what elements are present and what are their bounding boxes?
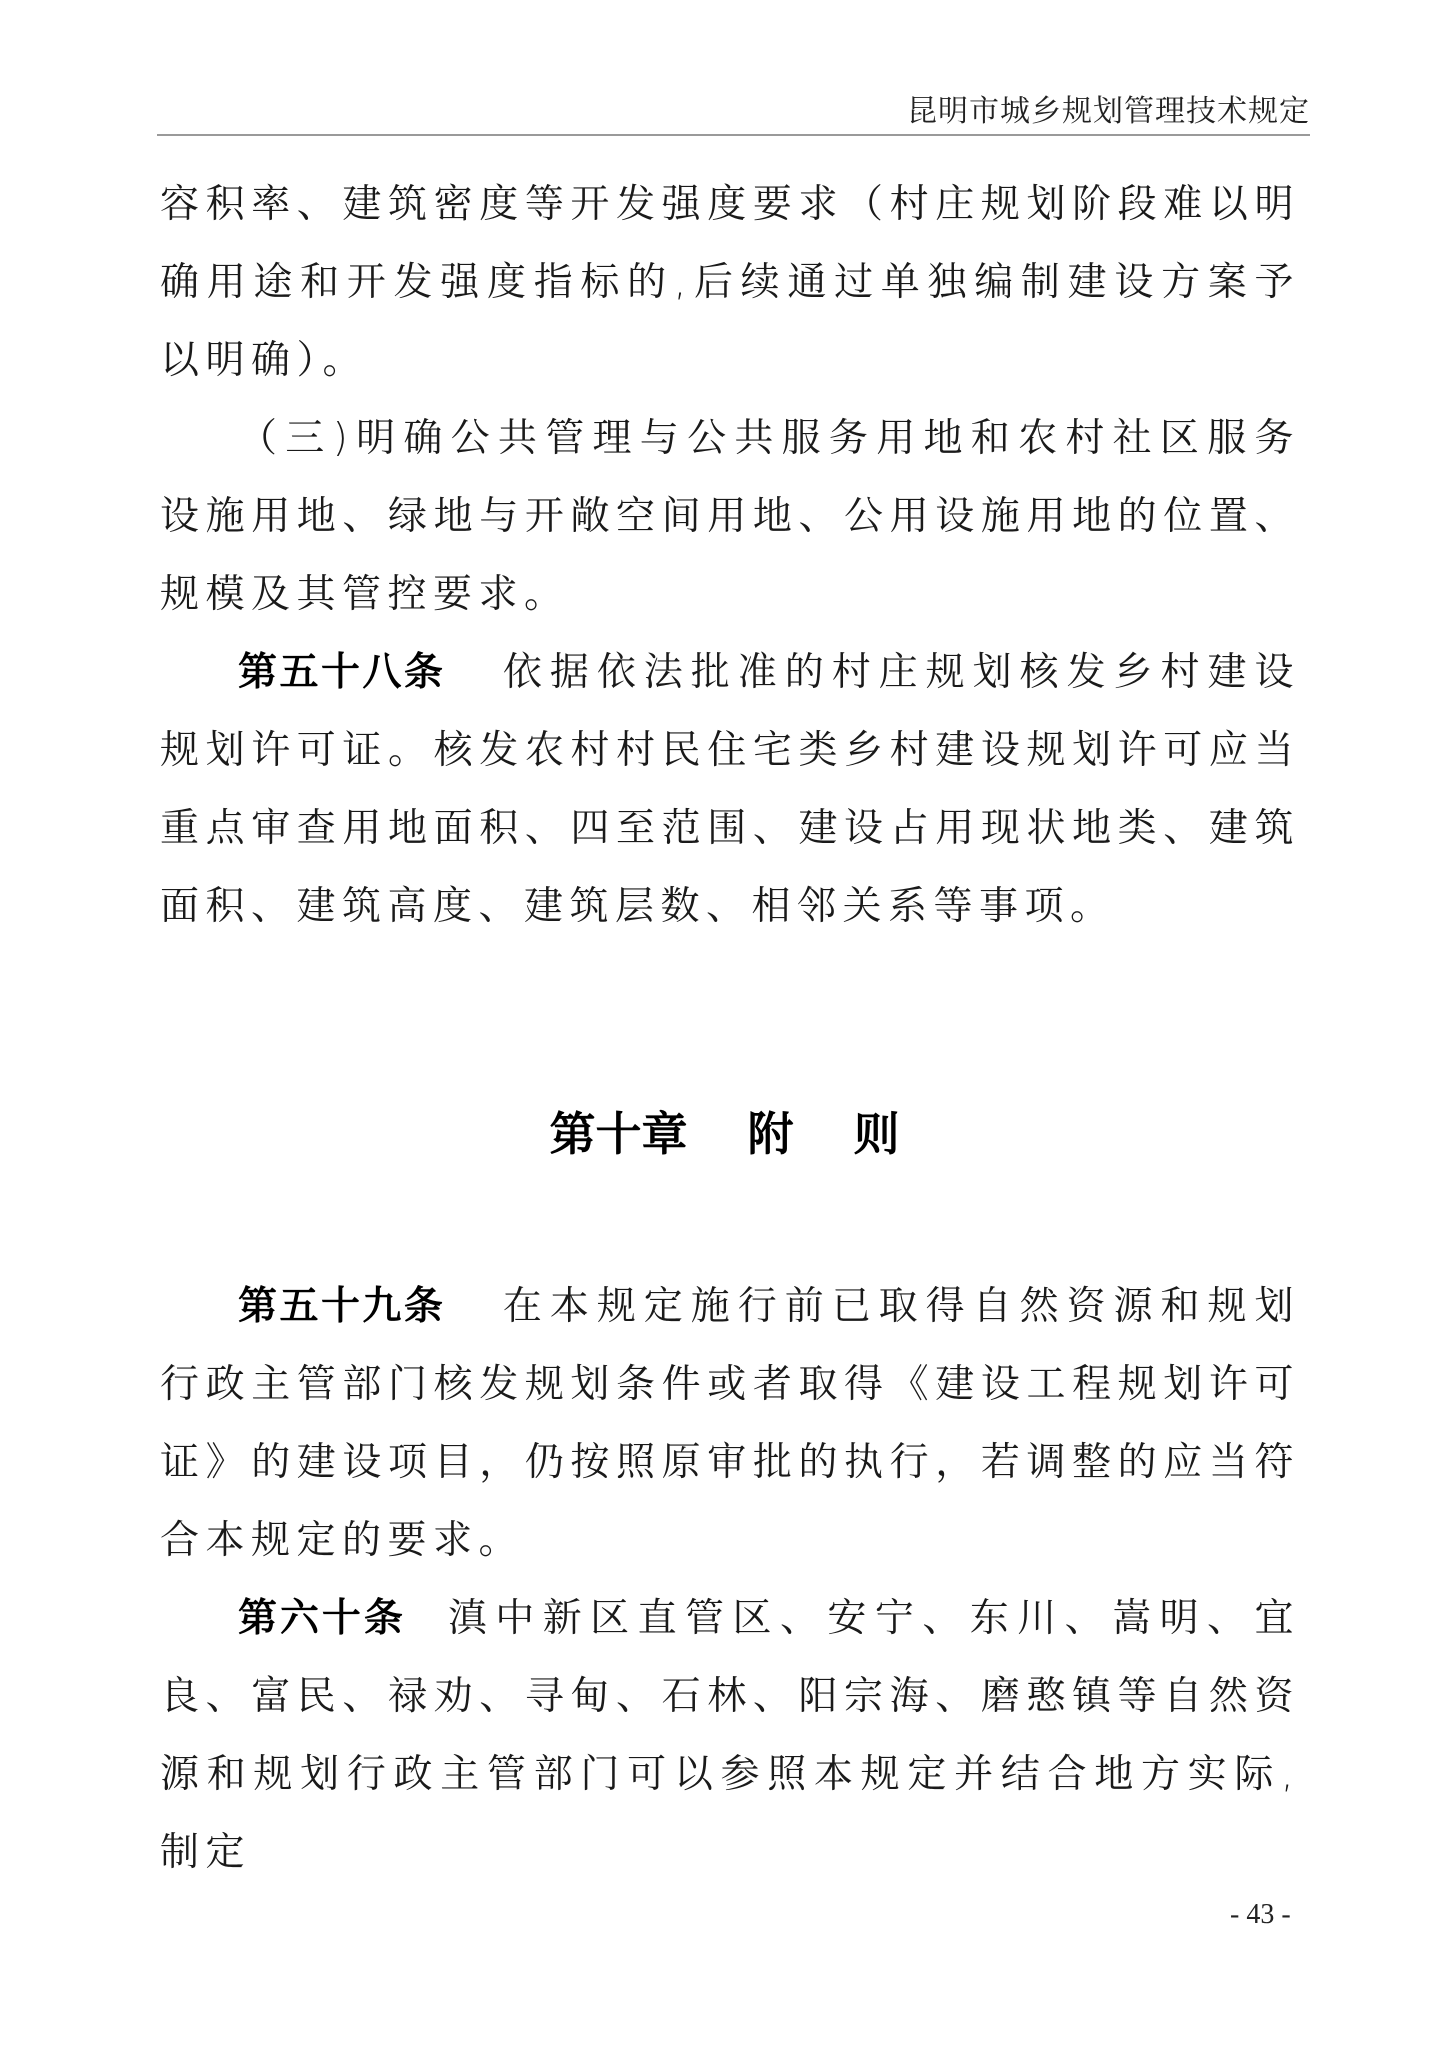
- continuation-paragraph: 容积率、建筑密度等开发强度要求（村庄规划阶段难以明确用途和开发强度指标的,后续通过单独编制建设方案予以明确）。: [160, 182, 1300, 383]
- article-59-number: 第五十九条: [238, 1284, 446, 1329]
- running-header-title: 昆明市城乡规划管理技术规定: [907, 94, 1310, 129]
- item-3-paragraph: （三)明确公共管理与公共服务用地和农村社区服务设施用地、绿地与开敞空间用地、公用设施用地的位置、规模及其管控要求。: [160, 416, 1300, 617]
- article-58-paragraph: [160, 634, 1300, 946]
- article-58-number: 第五十八条: [238, 650, 446, 695]
- article-59-text: 在本规定施行前已取得自然资源和规划行政主管部门核发规划条件或者取得《建设工程规划许可证》的建设项目，仍按照原审批的执行，若调整的应当符合本规定的要求。: [160, 1284, 1300, 1563]
- article-60-text: 滇中新区直管区、安宁、东川、嵩明、宜良、富民、禄劝、寻甸、石林、阳宗海、磨憨镇等自然资源和规划行政主管部门可以参照本规定并结合地方实际,制定: [160, 1596, 1300, 1875]
- section-top: [160, 166, 1300, 946]
- chapter-title-part2: 则: [853, 1107, 900, 1161]
- section-bottom: [160, 1268, 1300, 1892]
- chapter-heading: [0, 1104, 1449, 1164]
- article-60-number: 第六十条: [238, 1596, 406, 1641]
- article-58-text: 依据依法批准的村庄规划核发乡村建设规划许可证。核发农村村民住宅类乡村建设规划许可应当重点审查用地面积、四至范围、建设占用现状地类、建筑面积、建筑高度、建筑层数、相邻关系等事项。: [160, 650, 1300, 929]
- page-number: - 43 -: [1230, 1899, 1291, 1930]
- chapter-title-part1: 附: [747, 1107, 794, 1161]
- article-59-paragraph: [160, 1268, 1300, 1580]
- article-60-paragraph: [160, 1580, 1300, 1892]
- chapter-number: 第十章: [549, 1107, 688, 1161]
- header-divider: [157, 134, 1310, 136]
